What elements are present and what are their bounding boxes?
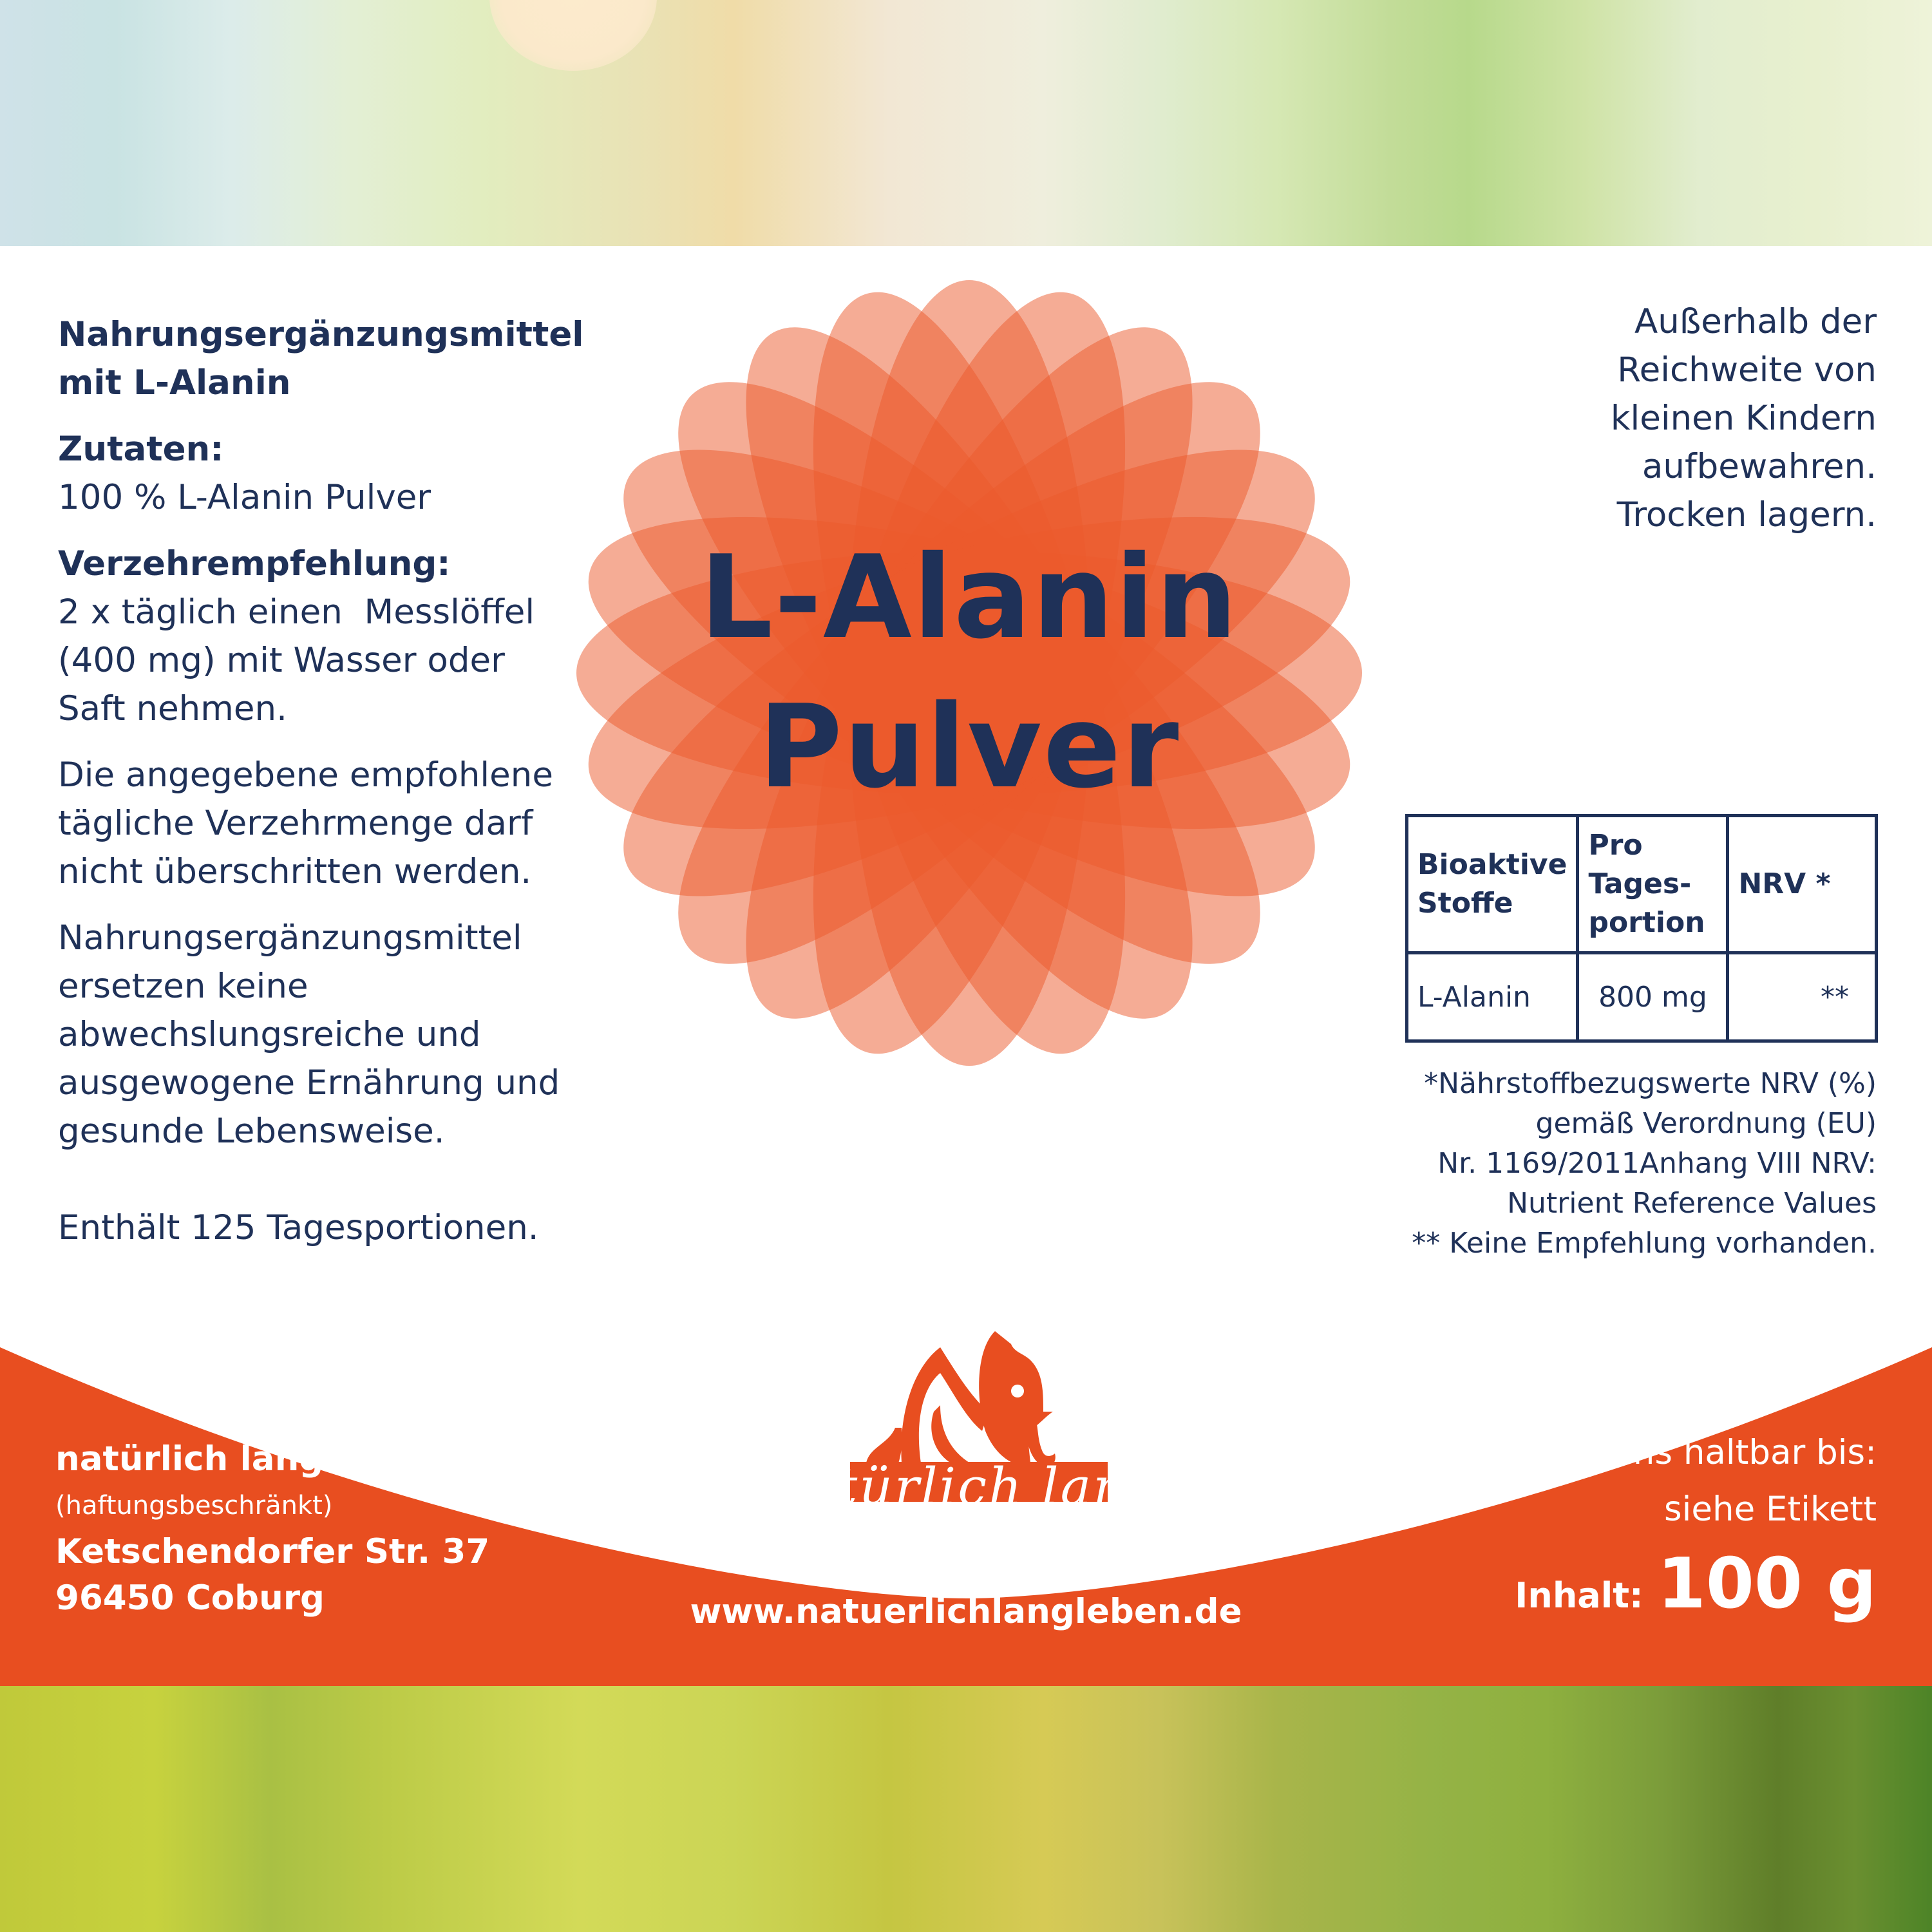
company-legal-form: (haftungsbeschränkt)	[55, 1491, 333, 1520]
product-label	[0, 246, 1932, 1686]
header-bioactive: Bioaktive Stoffe	[1407, 816, 1578, 953]
ingredients-section	[58, 425, 605, 522]
net-content	[1515, 1544, 1877, 1624]
product-category: Nahrungsergänzungsmittel mit L-Alanin	[58, 315, 584, 402]
company-city: 96450 Coburg	[55, 1578, 325, 1618]
best-before	[1477, 1425, 1877, 1538]
product-title: L-Alanin Pulver	[699, 531, 1239, 813]
light-flare	[489, 0, 657, 71]
dosage-warning: Die angegebene empfohlene tägliche Verzehrmenge darf nicht überschritten werden.	[58, 755, 553, 891]
cell-substance: L-Alanin	[1407, 953, 1578, 1041]
header-nrv: NRV *	[1728, 816, 1877, 953]
best-before-value: siehe Etikett	[1664, 1490, 1877, 1529]
nrv-footnote: *Nährstoffbezugswerte NRV (%) gemäß Verordnung (EU) Nr. 1169/2011Anhang VIII NRV: Nutrient Reference Values ** Keine Empfehlung vorhanden.	[1412, 1067, 1877, 1260]
table-header-row	[1407, 816, 1877, 953]
cell-nrv: **	[1728, 953, 1877, 1041]
cell-per-day: 800 mg	[1578, 953, 1728, 1041]
company-street: Ketschendorfer Str. 37	[55, 1532, 490, 1571]
background-top-blur	[0, 0, 1932, 246]
company-name: natürlich lang leben UG	[55, 1439, 510, 1479]
dosage-section: Verzehrempfehlung: 2 x täglich einen Messlöffel (400 mg) mit Wasser oder Saft nehmen.	[58, 544, 535, 728]
left-info-column	[58, 310, 605, 1270]
background-bottom-blur	[0, 1686, 1932, 1932]
ingredients-label: Zutaten:	[58, 430, 224, 469]
header-per-day: Pro Tages- portion	[1578, 816, 1728, 953]
ingredients-value: 100 % L-Alanin Pulver	[58, 478, 431, 517]
table-row	[1407, 953, 1877, 1041]
website-link[interactable]: www.natuerlichlangleben.de	[690, 1592, 1242, 1631]
best-before-label: Mindestens haltbar bis:	[1477, 1433, 1877, 1472]
company-address	[55, 1436, 509, 1622]
content-label: Inhalt:	[1515, 1575, 1643, 1616]
brand-script-wordmark: natürlich lang leben	[768, 1457, 1164, 1577]
dosage-label: Verzehrempfehlung:	[58, 544, 451, 583]
content-value: 100 g	[1657, 1544, 1877, 1624]
portion-count: Enthält 125 Tagesportionen.	[58, 1208, 539, 1247]
supplement-disclaimer: Nahrungsergänzungsmittel ersetzen keine abwechslungsreiche und ausgewogene Ernährung und gesunde Lebensweise.	[58, 918, 560, 1151]
nutrition-table	[1405, 814, 1878, 1043]
storage-warning: Außerhalb der Reichweite von kleinen Kindern aufbewahren. Trocken lagern.	[1610, 302, 1877, 535]
